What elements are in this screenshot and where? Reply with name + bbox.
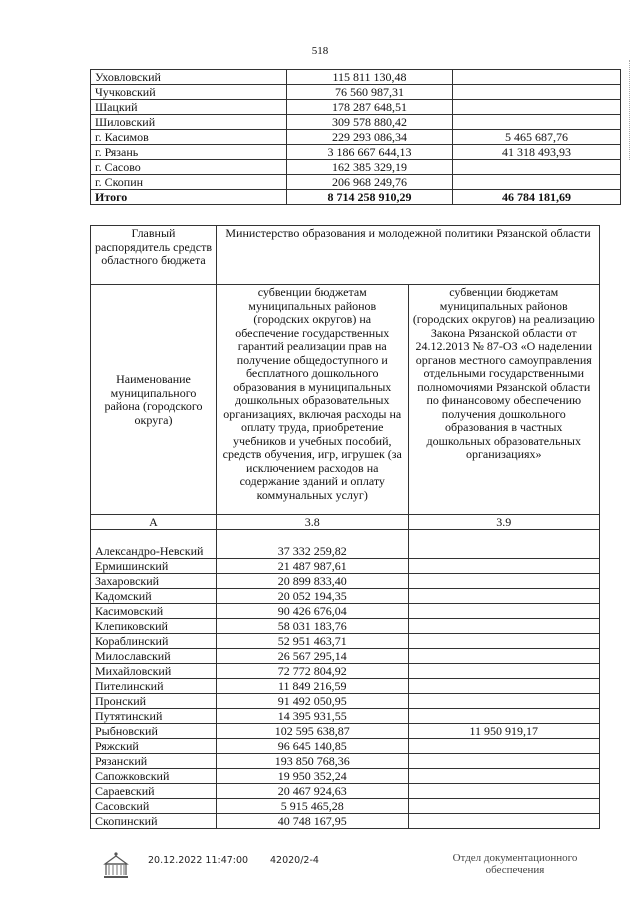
district-name: Кадомский [91,589,217,604]
amount-3-8: 5 915 465,28 [217,799,409,814]
district-name: Касимовский [91,604,217,619]
district-name: Захаровский [91,574,217,589]
district-name: Клепиковский [91,619,217,634]
second-table [90,225,600,829]
amount-3-8: 40 748 167,95 [217,814,409,829]
amount-3-9 [408,754,600,769]
amount-2 [453,70,621,85]
district-name: Шиловский [91,115,287,130]
total-row [91,190,621,205]
table-row [91,784,600,799]
table-row [91,754,600,769]
district-name: Сапожковский [91,769,217,784]
amount-3-9 [408,784,600,799]
amount-3-8: 21 487 987,61 [217,559,409,574]
amount-3-9 [408,634,600,649]
amount-3-9 [408,589,600,604]
header-ministry: Министерство образования и молодежной политики Рязанской области [217,226,600,285]
district-name: Александро-Невский [91,530,217,559]
district-name: Михайловский [91,664,217,679]
amount-2 [453,115,621,130]
amount-3-8: 58 031 183,76 [217,619,409,634]
district-name: Скопинский [91,814,217,829]
table-row [91,70,621,85]
amount-3-9 [408,769,600,784]
table-row [91,85,621,100]
header-col-3-8-desc: субвенции бюджетам муниципальных районов (городских округов) на обеспечение государственных гарантий реализации прав на получение общедоступного и бесплатного дошкольного образования в муниципальных дошкольных образовательных организациях, включая расходы на оплату труда, приобретение учебников и учебных пособий, средств обучения, игр, игрушек (за исключением расходов на содержание зданий и оплату коммунальных услуг) [217,285,409,515]
amount-3-8: 96 645 140,85 [217,739,409,754]
district-name: Ряжский [91,739,217,754]
table-row [91,799,600,814]
district-name: Рыбновский [91,724,217,739]
table-row [91,769,600,784]
amount-3-8: 26 567 295,14 [217,649,409,664]
amount-3-8: 14 395 931,55 [217,709,409,724]
table-row [91,694,600,709]
header-main-distributor: Главный распорядитель средств областного бюджета [91,226,217,285]
amount-3-9 [408,604,600,619]
amount-3-9: 11 950 919,17 [408,724,600,739]
amount-3-8: 20 467 924,63 [217,784,409,799]
amount-1: 115 811 130,48 [287,70,453,85]
amount-3-8: 52 951 463,71 [217,634,409,649]
amount-2 [453,175,621,190]
amount-3-8: 11 849 216,59 [217,679,409,694]
table-row [91,530,600,559]
amount-3-9 [408,649,600,664]
margin-marks [629,60,634,160]
amount-3-8: 102 595 638,87 [217,724,409,739]
district-name: Пронский [91,694,217,709]
district-name: Шацкий [91,100,287,115]
table-row [91,115,621,130]
col-label-a: А [91,515,217,530]
amount-1: 206 968 249,76 [287,175,453,190]
amount-3-8: 90 426 676,04 [217,604,409,619]
table-row [91,604,600,619]
amount-3-9 [408,619,600,634]
header-col-3-9-desc: субвенции бюджетам муниципальных районов (городских округов) на реализацию Закона Рязанской области от 24.12.2013 № 87-ОЗ «О наделении органов местного самоуправления отдельными государственными полномочиями Рязанской области по финансовому обеспечению получения дошкольного образования в частных дошкольных образовательных организациях» [408,285,600,515]
table-row [91,739,600,754]
table-row [91,709,600,724]
table-row [91,160,621,175]
table-row [91,814,600,829]
amount-1: 178 287 648,51 [287,100,453,115]
amount-3-8: 19 950 352,24 [217,769,409,784]
district-name: г. Сасово [91,160,287,175]
amount-2: 41 318 493,93 [453,145,621,160]
district-name: Милославский [91,649,217,664]
amount-3-9 [408,530,600,559]
top-table [90,69,621,205]
district-name: Путятинский [91,709,217,724]
header-municipality-name: Наименование муниципального района (городского округа) [91,285,217,515]
amount-3-8: 20 052 194,35 [217,589,409,604]
district-name: Пителинский [91,679,217,694]
district-name: Рязанский [91,754,217,769]
amount-3-8: 20 899 833,40 [217,574,409,589]
table-row [91,175,621,190]
amount-2: 5 465 687,76 [453,130,621,145]
table-row [91,724,600,739]
page-number: 518 [311,45,329,57]
amount-3-9 [408,679,600,694]
amount-3-8: 91 492 050,95 [217,694,409,709]
district-name: Уховловский [91,70,287,85]
amount-3-9 [408,799,600,814]
footer-code: 42020/2-4 [270,855,319,866]
table-row [91,574,600,589]
table-row [91,100,621,115]
amount-2 [453,100,621,115]
col-label-3-8: 3.8 [217,515,409,530]
amount-3-9 [408,574,600,589]
amount-1: 76 560 987,31 [287,85,453,100]
amount-3-9 [408,814,600,829]
amount-3-8: 193 850 768,36 [217,754,409,769]
district-name: г. Касимов [91,130,287,145]
amount-3-9 [408,694,600,709]
table-row [91,589,600,604]
table-row [91,679,600,694]
table-row [91,559,600,574]
table-row [91,145,621,160]
table-row [91,634,600,649]
district-name: Сасовский [91,799,217,814]
table-row [91,649,600,664]
total-amount-2: 46 784 181,69 [453,190,621,205]
amount-1: 309 578 880,42 [287,115,453,130]
amount-3-8: 37 332 259,82 [217,530,409,559]
district-name: Сараевский [91,784,217,799]
table-row [91,619,600,634]
district-name: Ермишинский [91,559,217,574]
amount-1: 229 293 086,34 [287,130,453,145]
duma-emblem-icon [100,850,132,880]
district-name: Чучковский [91,85,287,100]
amount-3-8: 72 772 804,92 [217,664,409,679]
table-row [91,130,621,145]
table-row [91,664,600,679]
district-name: г. Рязань [91,145,287,160]
total-label: Итого [91,190,287,205]
footer-department-stamp: Отдел документационного обеспечения [452,852,578,876]
amount-2 [453,85,621,100]
amount-3-9 [408,739,600,754]
amount-3-9 [408,709,600,724]
footer-date: 20.12.2022 11:47:00 [148,855,249,866]
amount-1: 162 385 329,19 [287,160,453,175]
district-name: г. Скопин [91,175,287,190]
amount-2 [453,160,621,175]
total-amount-1: 8 714 258 910,29 [287,190,453,205]
amount-3-9 [408,664,600,679]
amount-1: 3 186 667 644,13 [287,145,453,160]
col-label-3-9: 3.9 [408,515,600,530]
district-name: Кораблинский [91,634,217,649]
amount-3-9 [408,559,600,574]
